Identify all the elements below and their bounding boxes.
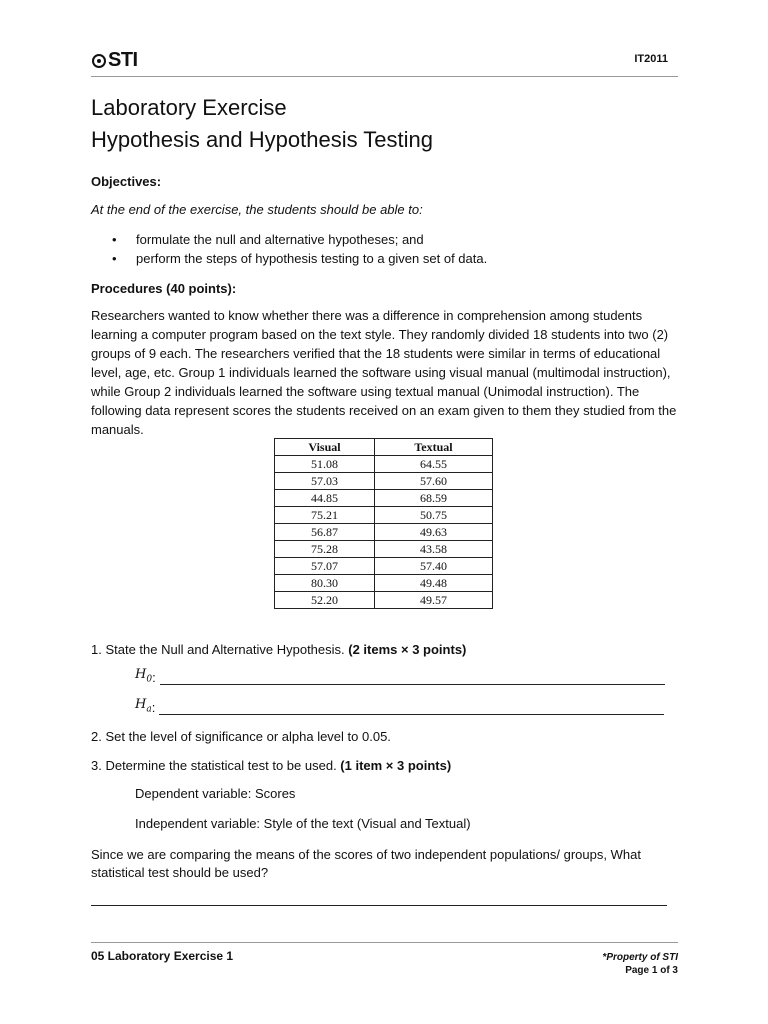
question-3-prompt-line-1: Since we are comparing the means of the scores of two independent populations/ groups, What xyxy=(91,847,641,862)
table-row xyxy=(275,592,493,609)
table-row xyxy=(275,507,493,524)
table-row xyxy=(275,473,493,490)
independent-variable: Independent variable: Style of the text (Visual and Textual) xyxy=(135,816,471,831)
dependent-variable: Dependent variable: Scores xyxy=(135,786,296,801)
column-header-visual: Visual xyxy=(275,439,375,456)
null-hypothesis-row: $H_0$ : xyxy=(135,667,665,685)
question-3-text: 3. Determine the statistical test to be used. xyxy=(91,758,341,773)
objective-text: formulate the null and alternative hypotheses; and xyxy=(136,232,424,247)
question-3-points: (1 item × 3 points) xyxy=(340,758,452,773)
sti-logo xyxy=(91,49,138,72)
statistical-test-answer-line[interactable] xyxy=(91,905,667,906)
table-cell: 49.57 xyxy=(374,592,492,609)
logo-text: STI xyxy=(108,49,138,71)
bullet-icon: • xyxy=(112,232,117,247)
table-row xyxy=(275,456,493,473)
footer-info xyxy=(602,951,678,977)
table-cell: 57.60 xyxy=(374,473,492,490)
table-cell: 64.55 xyxy=(374,456,492,473)
scores-table xyxy=(274,438,493,609)
title-line-2: Hypothesis and Hypothesis Testing xyxy=(91,127,434,152)
h0-label: $H_0$ xyxy=(135,667,153,685)
sti-logo-icon xyxy=(91,53,107,69)
question-2: 2. Set the level of significance or alpha level to 0.05. xyxy=(91,729,391,744)
table-row xyxy=(275,490,493,507)
table-header-row xyxy=(275,439,493,456)
question-1 xyxy=(91,640,466,659)
question-1-points: (2 items × 3 points) xyxy=(348,642,467,657)
paragraph-line: learning a computer program based on the text style. They randomly divided 18 students into two (2) xyxy=(91,327,669,342)
paragraph-line: groups of 9 each. The researchers verified that the 18 students were similar in terms of educational xyxy=(91,346,661,361)
table-cell: 49.63 xyxy=(374,524,492,541)
column-header-textual: Textual xyxy=(374,439,492,456)
title-line-1: Laboratory Exercise xyxy=(91,95,287,120)
table-cell: 75.28 xyxy=(275,541,375,558)
bullet-icon: • xyxy=(112,251,117,266)
procedures-paragraph xyxy=(91,306,677,439)
table-row xyxy=(275,524,493,541)
header-rule xyxy=(91,76,678,77)
paragraph-line: manuals. xyxy=(91,422,144,437)
table-row xyxy=(275,541,493,558)
table-cell: 43.58 xyxy=(374,541,492,558)
footer-property: *Property of STI xyxy=(602,952,678,963)
objectives-list xyxy=(112,230,487,268)
list-item xyxy=(112,230,487,249)
table-cell: 52.20 xyxy=(275,592,375,609)
course-code: IT2011 xyxy=(634,53,668,65)
footer-page-number: Page 1 of 3 xyxy=(625,965,678,976)
paragraph-line: level, age, etc. Group 1 individuals learned the software using visual manual (multimodal instruction), xyxy=(91,365,671,380)
question-1-text: 1. State the Null and Alternative Hypothesis. xyxy=(91,642,349,657)
table-row xyxy=(275,575,493,592)
ha-label: $H_a$ xyxy=(135,697,152,715)
procedures-heading: Procedures (40 points): xyxy=(91,281,237,296)
table-cell: 57.07 xyxy=(275,558,375,575)
objective-text: perform the steps of hypothesis testing to a given set of data. xyxy=(136,251,488,266)
list-item xyxy=(112,249,487,268)
objectives-heading: Objectives: xyxy=(91,174,162,189)
question-3-prompt-line-2: statistical test should be used? xyxy=(91,865,269,880)
table-cell: 80.30 xyxy=(275,575,375,592)
table-cell: 44.85 xyxy=(275,490,375,507)
null-hypothesis-answer-line[interactable] xyxy=(160,672,665,685)
question-3 xyxy=(91,756,451,775)
table-cell: 49.48 xyxy=(374,575,492,592)
alternative-hypothesis-row: $H_a$ : xyxy=(135,697,664,715)
table-cell: 56.87 xyxy=(275,524,375,541)
table-row xyxy=(275,558,493,575)
paragraph-line: Researchers wanted to know whether there was a difference in comprehension among students xyxy=(91,308,643,323)
objectives-intro: At the end of the exercise, the students should be able to: xyxy=(91,202,423,217)
paragraph-line: while Group 2 individuals learned the software using textual manual (Unimodal instruction). The xyxy=(91,384,640,399)
table-cell: 75.21 xyxy=(275,507,375,524)
footer-rule xyxy=(91,942,678,943)
paragraph-line: following data represent scores the students received on an exam given to them they studied from the xyxy=(91,403,677,418)
footer-document-title: 05 Laboratory Exercise 1 xyxy=(91,949,234,963)
table-cell: 68.59 xyxy=(374,490,492,507)
table-cell: 57.03 xyxy=(275,473,375,490)
table-cell: 50.75 xyxy=(374,507,492,524)
alternative-hypothesis-answer-line[interactable] xyxy=(159,702,664,715)
table-cell: 51.08 xyxy=(275,456,375,473)
table-cell: 57.40 xyxy=(374,558,492,575)
